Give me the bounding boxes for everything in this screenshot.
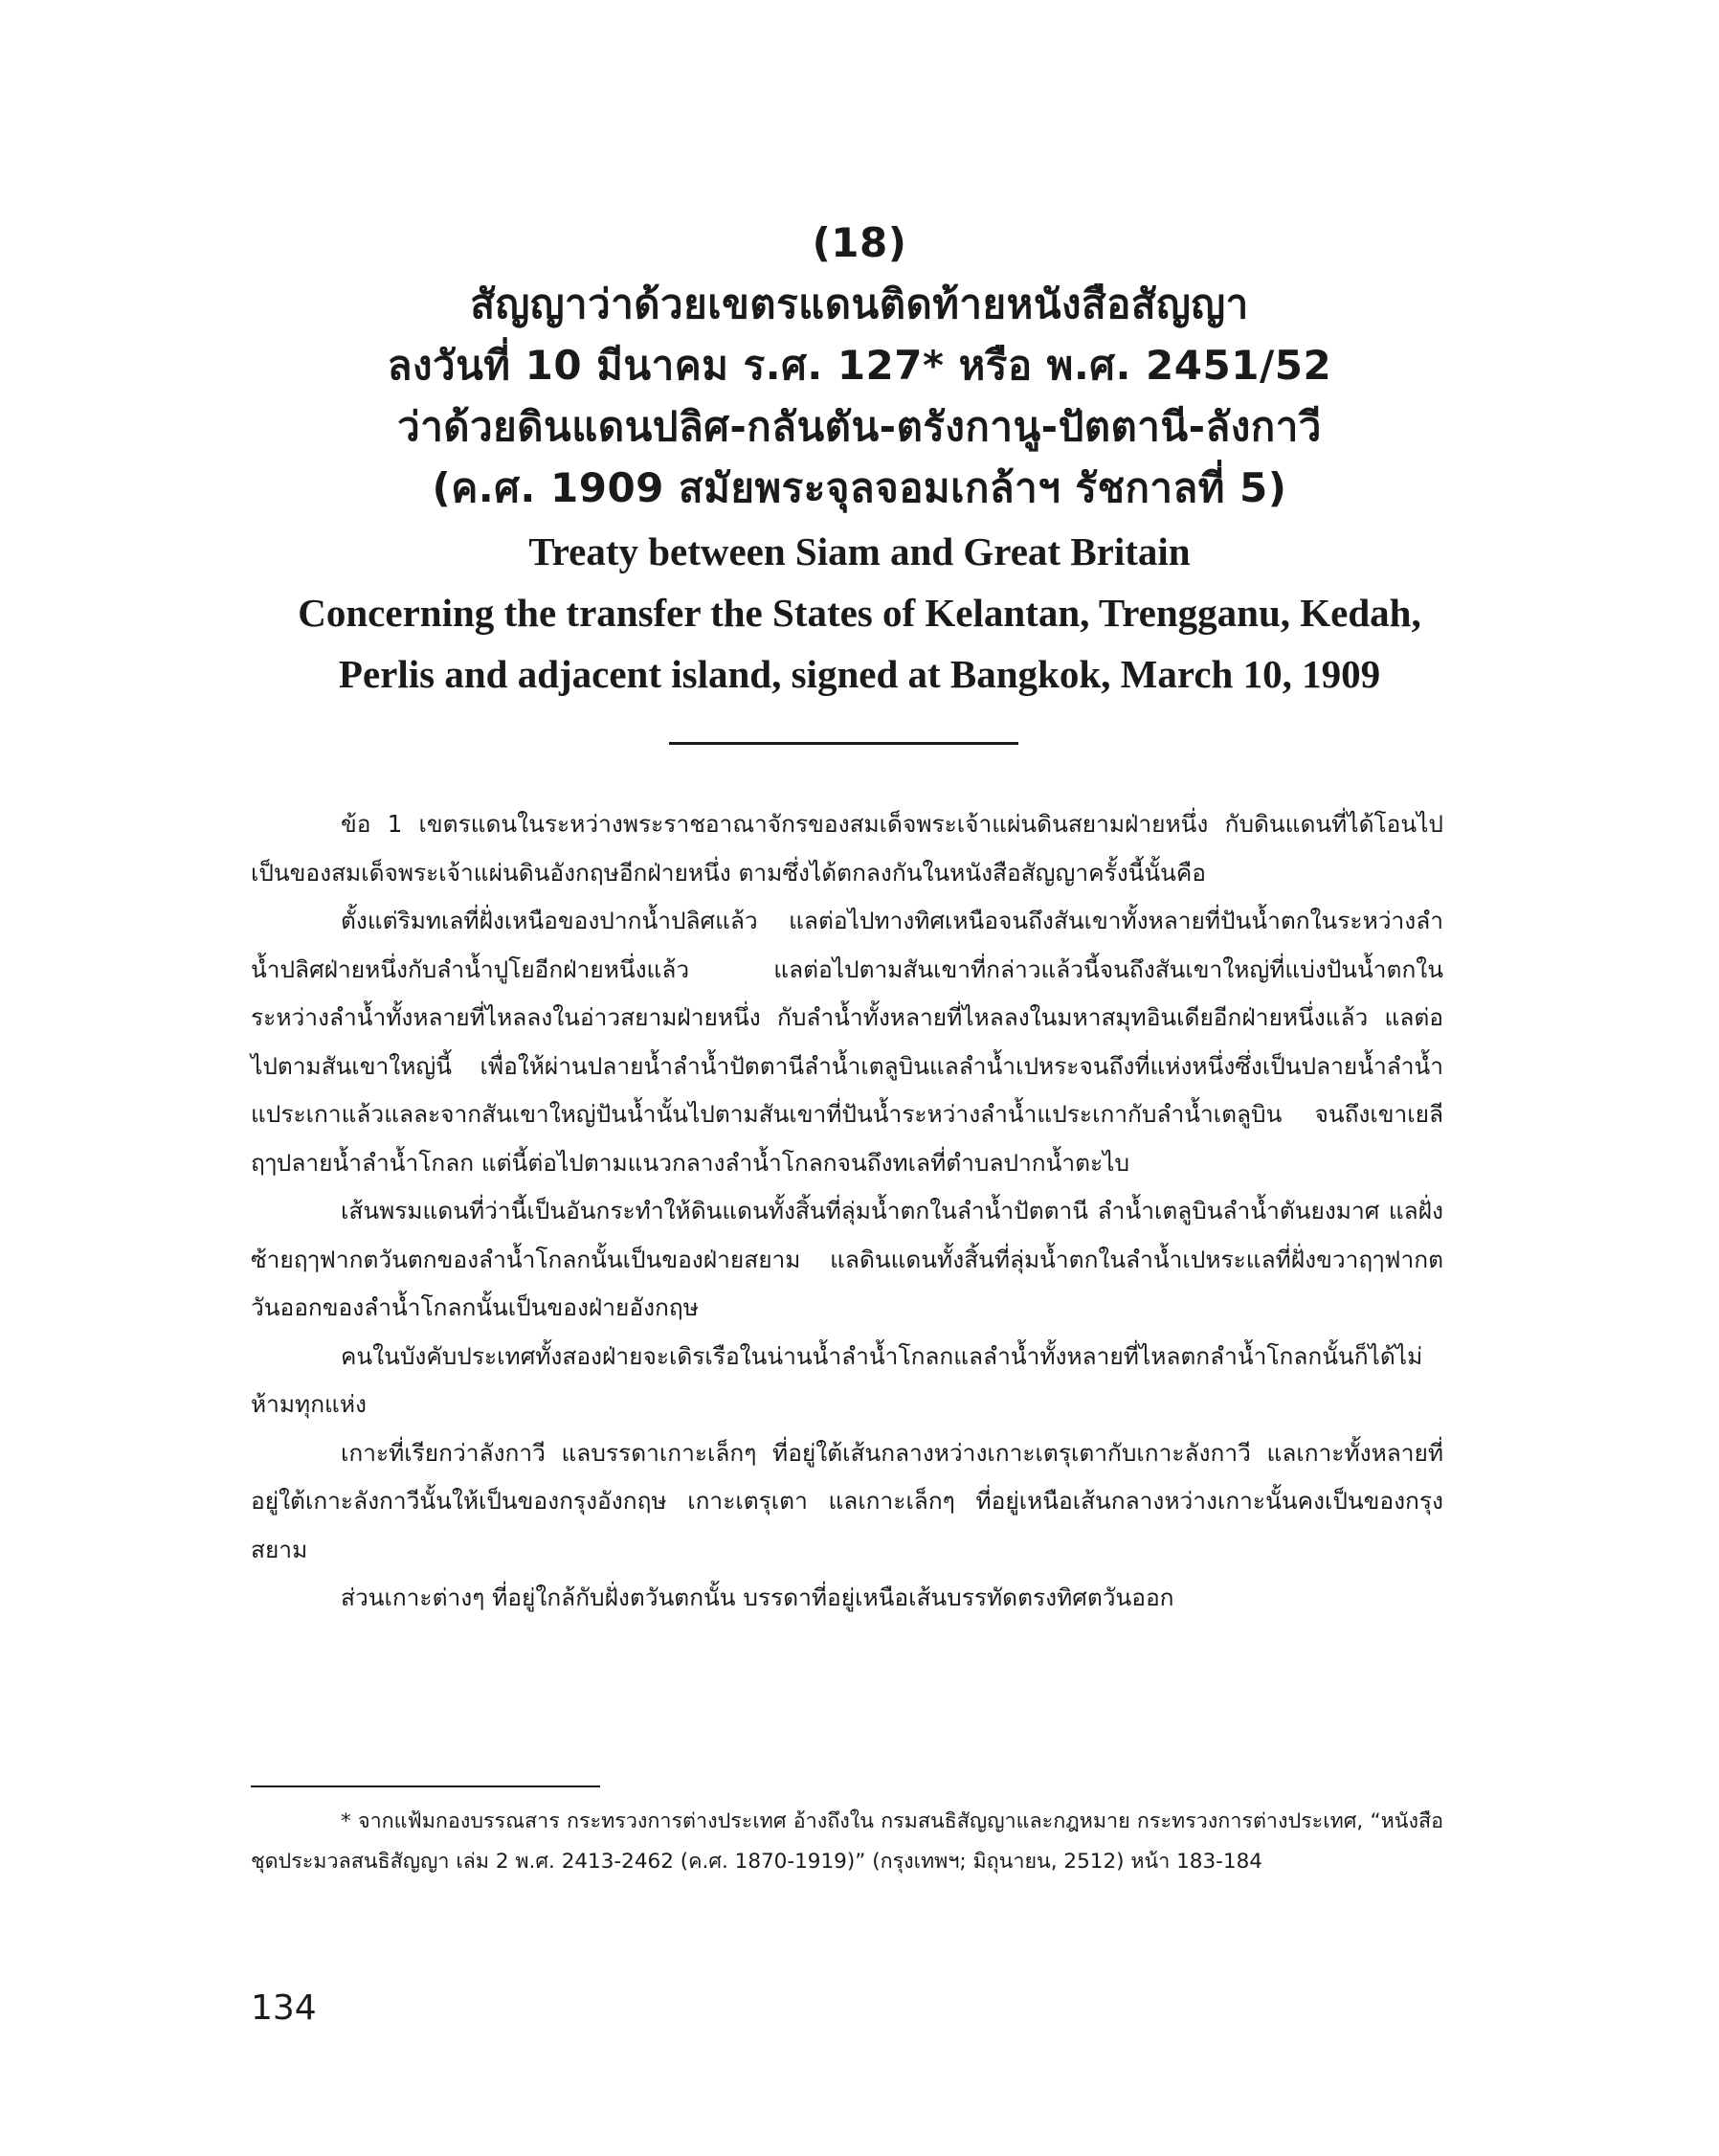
footnote (251, 1802, 1443, 1882)
treaty-number: (18) (812, 219, 907, 266)
english-title-line: Concerning the transfer the States of Kelantan, Trengganu, Kedah, (298, 591, 1421, 635)
body-paragraph: ข้อ 1 เขตรแดนในระหว่างพระราชอาณาจักรของสมเด็จพระเจ้าแผ่นดินสยามฝ่ายหนึ่ง กับดินแดนที่ได้โอนไปเป็นของสมเด็จพระเจ้าแผ่นดินอังกฤษอีกฝ่ายหนึ่ง ตามซึ่งได้ตกลงกันในหนังสือสัญญาครั้งนี้นั้นคือ (251, 810, 1443, 887)
body-paragraph: ส่วนเกาะต่างๆ ที่อยู่ใกล้กับฝั่งตวันตกนั้น บรรดาที่อยู่เหนือเส้นบรรทัดตรงทิศตวันออก (341, 1583, 1174, 1611)
treaty-body (251, 800, 1443, 1623)
thai-title-line: (ค.ศ. 1909 สมัยพระจุลจอมเกล้าฯ รัชกาลที่ 5) (432, 464, 1287, 511)
title-divider (669, 742, 1018, 745)
english-title-line: Perlis and adjacent island, signed at Bangkok, March 10, 1909 (338, 652, 1381, 696)
body-paragraph: ตั้งแต่ริมทเลที่ฝั่งเหนือของปากน้ำปลิศแล้ว แลต่อไปทางทิศเหนือจนถึงสันเขาทั้งหลายที่ปันน้ำตกในระหว่างลำน้ำปลิศฝ่ายหนึ่งกับลำน้ำปูโยอีกฝ่ายหนึ่งแล้ว แลต่อไปตามสันเขาที่กล่าวแล้วนี้จนถึงสันเขาใหญ่ที่แบ่งปันน้ำตกในระหว่างลำน้ำทั้งหลายที่ไหลลงในอ่าวสยามฝ่ายหนึ่ง กับลำน้ำทั้งหลายที่ไหลลงในมหาสมุทอินเดียอีกฝ่ายหนึ่งแล้ว แลต่อไปตามสันเขาใหญ่นี้ เพื่อให้ผ่านปลายน้ำลำน้ำปัตตานีลำน้ำเตลูบินแลลำน้ำเปหระจนถึงที่แห่งหนึ่งซึ่งเป็นปลายน้ำลำน้ำแประเกาแล้วแลละจากสันเขาใหญ่ปันน้ำนั้นไปตามสันเขาที่ปันน้ำระหว่างลำน้ำแประเกากับลำน้ำเตลูบิน จนถึงเขาเยลีฤๅปลายน้ำลำน้ำโกลก แต่นี้ต่อไปตามแนวกลางลำน้ำโกลกจนถึงทเลที่ตำบลปากน้ำตะไบ (251, 907, 1443, 1177)
page-number: 134 (251, 1988, 317, 2028)
title-block (0, 213, 1719, 705)
english-title-line: Treaty between Siam and Great Britain (528, 529, 1191, 573)
body-paragraph: เส้นพรมแดนที่ว่านี้เป็นอันกระทำให้ดินแดนทั้งสิ้นที่ลุ่มน้ำตกในลำน้ำปัตตานี ลำน้ำเตลูบินลำน้ำตันยงมาศ แลฝั่งซ้ายฤๅฟากตวันตกของลำน้ำโกลกนั้นเป็นของฝ่ายสยาม แลดินแดนทั้งสิ้นที่ลุ่มน้ำตกในลำน้ำเปหระแลที่ฝั่งขวาฤๅฟากตวันออกของลำน้ำโกลกนั้นเป็นของฝ่ายอังกฤษ (251, 1197, 1443, 1321)
footnote-divider (251, 1785, 600, 1787)
body-paragraph: คนในบังคับประเทศทั้งสองฝ่ายจะเดิรเรือในน่านน้ำลำน้ำโกลกแลลำน้ำทั้งหลายที่ไหลตกลำน้ำโกลกนั้นก็ได้ไม่ห้ามทุกแห่ง (251, 1341, 1423, 1418)
thai-title-line: ว่าด้วยดินแดนปลิศ-กลันตัน-ตรังกานู-ปัตตานี-ลังกาวี (397, 403, 1322, 450)
thai-title-line: ลงวันที่ 10 มีนาคม ร.ศ. 127* หรือ พ.ศ. 2451/52 (387, 342, 1332, 389)
body-paragraph: เกาะที่เรียกว่าลังกาวี แลบรรดาเกาะเล็กๆ ที่อยู่ใต้เส้นกลางหว่างเกาะเตรุเตากับเกาะลังกาวี แลเกาะทั้งหลายที่อยู่ใต้เกาะลังกาวีนั้นให้เป็นของกรุงอังกฤษ เกาะเตรุเตา แลเกาะเล็กๆ ที่อยู่เหนือเส้นกลางหว่างเกาะนั้นคงเป็นของกรุงสยาม (251, 1438, 1443, 1563)
thai-title-line: สัญญาว่าด้วยเขตรแดนติดท้ายหนังสือสัญญา (470, 281, 1249, 327)
footnote-text: * จากแฟ้มกองบรรณสาร กระทรวงการต่างประเทศ อ้างถึงใน กรมสนธิสัญญาและกฎหมาย กระทรวงการต่างประเทศ, “หนังสือชุดประมวลสนธิสัญญา เล่ม 2 พ.ศ. 2413-2462 (ค.ศ. 1870-1919)” (กรุงเทพฯ; มิถุนายน, 2512) หน้า 183-184 (251, 1809, 1443, 1874)
